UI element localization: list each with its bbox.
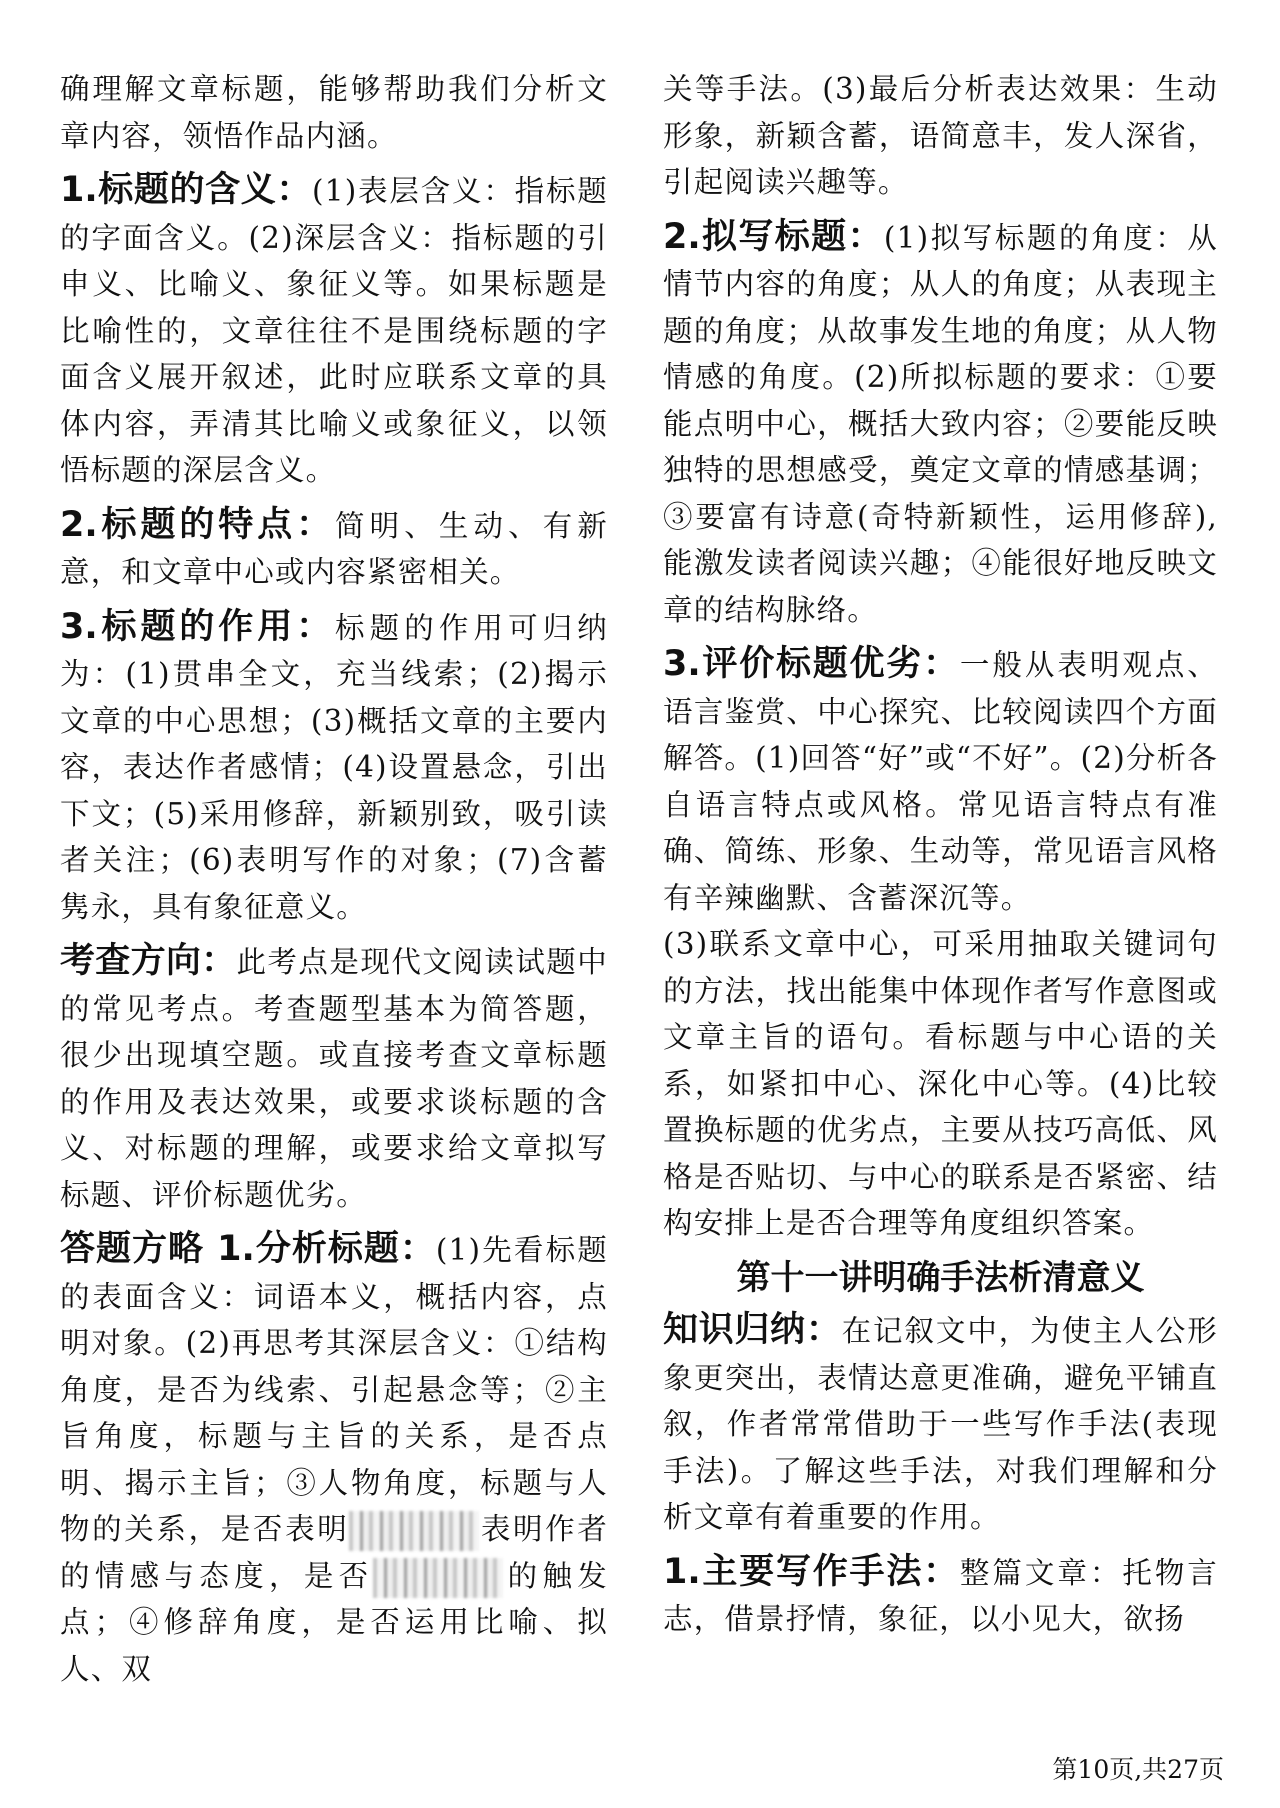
evaluate-title-body-b: (3)联系文章中心，可采用抽取关键词句的方法，找出能集中体现作者写作意图或文章主旨的语句。看标题与中心语的关系，如紧扣中心、深化中心等。(4)比较置换标题的优劣点，主要从技巧高低、风格是否贴切、与中心的联系是否紧密、结构安排上是否合理等角度组织答案。 (663, 927, 1218, 1240)
draft-title-section (663, 214, 1218, 634)
answer-strategy-body-c: 的触发点；④修辞角度，是否运用比喻、拟人、双 (60, 1558, 608, 1686)
continuation-paragraph: 关等手法。(3)最后分析表达效果：生动形象，新颖含蓄，语简意丰，发人深省，引起阅读兴趣等。 (663, 72, 1218, 199)
title-features-body: 简明、生动、有新意，和文章中心或内容紧密相关。 (60, 508, 608, 589)
exam-direction-body: 此考点是现代文阅读试题中的常见考点。考查题型基本为简答题，很少出现填空题。或直接考查文章标题的作用及表达效果，或要求谈标题的含义、对标题的理解，或要求给文章拟写标题、评价标题优劣。 (60, 945, 608, 1212)
blurred-watermark (349, 1511, 479, 1551)
answer-strategy-section (60, 1226, 608, 1692)
title-functions-heading: 3.标题的作用： (60, 606, 336, 647)
intro-paragraph: 确理解文章标题，能够帮助我们分析文章内容，领悟作品内涵。 (60, 72, 608, 153)
main-techniques-heading: 1.主要写作手法： (663, 1551, 960, 1592)
knowledge-summary-heading: 知识归纳： (663, 1310, 842, 1350)
title-functions-body: 标题的作用可归纳为：(1)贯串全文，充当线索；(2)揭示文章的中心思想；(3)概括文章的主要内容，表达作者感情；(4)设置悬念，引出下文；(5)采用修辞，新颖别致，吸引读者关注；(6)表明写作的对象；(7)含蓄隽永，具有象征意义。 (60, 610, 608, 924)
blurred-watermark-2 (373, 1558, 503, 1598)
title-functions-section (60, 604, 608, 931)
knowledge-summary-body: 在记叙文中，为使主人公形象更突出，表情达意更准确，避免平铺直叙，作者常常借助于一些写作手法(表现手法)。了解这些手法，对我们理解和分析文章有着重要的作用。 (663, 1314, 1218, 1534)
title-meaning-heading: 1.标题的含义： (60, 170, 313, 210)
exam-direction-heading: 考查方向： (60, 941, 237, 981)
knowledge-summary-section (663, 1307, 1218, 1541)
answer-strategy-heading: 答题方略 1.分析标题： (60, 1229, 436, 1269)
title-features-heading: 2.标题的特点： (60, 504, 336, 545)
answer-strategy-body-b: 表明作者的情感与态度，是否 (60, 1512, 608, 1593)
answer-strategy-body-a: (1)先看标题的表面含义：词语本义，概括内容，点明对象。(2)再思考其深层含义：①结构角度，是否为线索、引起悬念等；②主旨角度，标题与主旨的关系，是否点明、揭示主旨；③人物角度，标题与人物的关系，是否表明 (60, 1233, 608, 1546)
chapter-title: 第十一讲明确手法析清意义 (736, 1257, 1145, 1298)
title-meaning-section (60, 167, 608, 494)
main-techniques-body: 整篇文章：托物言志，借景抒情，象征，以小见大，欲扬 (663, 1555, 1218, 1636)
main-techniques-section (663, 1549, 1218, 1643)
evaluate-title-body-a: 一般从表明观点、语言鉴赏、中心探究、比较阅读四个方面解答。(1)回答“好”或“不好”。(2)分析各自语言特点或风格。常见语言特点有准确、简练、形象、生动等，常见语言风格有辛辣幽默、含蓄深沉等。 (663, 648, 1218, 915)
exam-direction-section (60, 938, 608, 1218)
title-features-section (60, 502, 608, 596)
left-column (60, 66, 608, 1700)
evaluate-title-heading: 3.评价标题优劣： (663, 644, 960, 684)
page-number: 第10页,共27页 (1052, 1755, 1224, 1784)
draft-title-heading: 2.拟写标题： (663, 216, 884, 257)
title-meaning-body: (1)表层含义：指标题的字面含义。(2)深层含义：指标题的引申义、比喻义、象征义等。如果标题是比喻性的，文章往往不是围绕标题的字面含义展开叙述，此时应联系文章的具体内容，弄清其比喻义或象征义，以领悟标题的深层含义。 (60, 174, 608, 487)
evaluate-title-section (663, 641, 1218, 921)
draft-title-body: (1)拟写标题的角度：从情节内容的角度；从人的角度；从表现主题的角度；从故事发生地的角度；从人物情感的角度。(2)所拟标题的要求：①要能点明中心，概括大致内容；②要能反映独特的思想感受，奠定文章的情感基调；③要富有诗意(奇特新颖性，运用修辞),能激发读者阅读兴趣；④能很好地反映文章的结构脉络。 (663, 220, 1219, 627)
right-column (663, 66, 1218, 1651)
